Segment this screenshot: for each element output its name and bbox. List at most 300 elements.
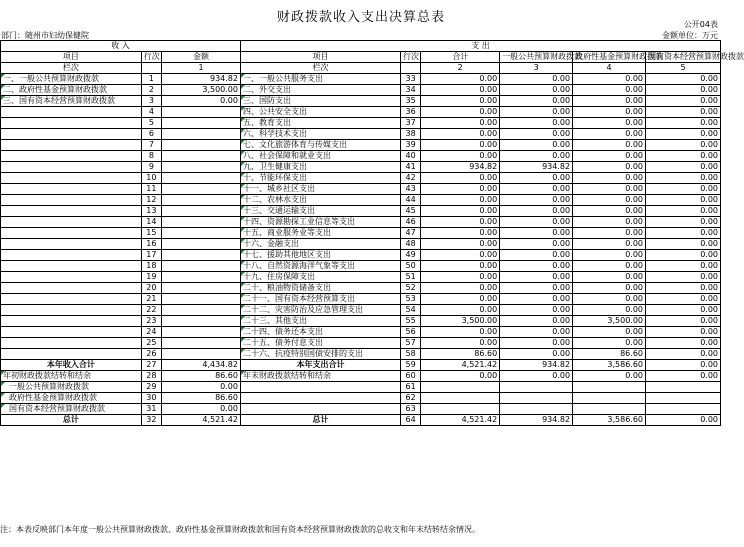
income-item-cell: 三、国有资本经营预算财政拨款 <box>1 96 142 107</box>
income-amount-cell <box>162 162 241 173</box>
income-row-no-cell: 30 <box>141 393 161 404</box>
general-budget-cell: 0.00 <box>500 217 573 228</box>
budget-summary-table <box>0 40 744 426</box>
lane-1: 1 <box>162 63 241 74</box>
state-capital-cell: 0.00 <box>646 85 721 96</box>
expense-row-no-cell: 49 <box>400 250 420 261</box>
income-item-cell: 国有资本经营预算财政拨款 <box>1 404 142 415</box>
expense-row-no-cell: 63 <box>400 404 420 415</box>
income-amount-cell: 4,434.82 <box>162 360 241 371</box>
table-row <box>1 85 721 96</box>
income-item-cell <box>1 129 142 140</box>
total-cell: 0.00 <box>421 239 500 250</box>
total-cell: 0.00 <box>421 74 500 85</box>
state-capital-cell: 0.00 <box>646 118 721 129</box>
expense-row-no-cell: 34 <box>400 85 420 96</box>
gov-fund-cell: 0.00 <box>573 250 646 261</box>
gov-fund-cell: 0.00 <box>573 184 646 195</box>
expense-row-no-cell: 33 <box>400 74 420 85</box>
general-budget-cell: 0.00 <box>500 305 573 316</box>
lane-label-income: 栏次 <box>1 63 142 74</box>
state-capital-cell: 0.00 <box>646 272 721 283</box>
income-amount-cell <box>162 327 241 338</box>
income-row-no-cell: 5 <box>141 118 161 129</box>
col-general-budget: 一般公共预算财政拨款 <box>500 52 573 63</box>
state-capital-cell: 0.00 <box>646 107 721 118</box>
total-cell: 0.00 <box>421 217 500 228</box>
expense-row-no-cell: 40 <box>400 151 420 162</box>
state-capital-cell: 0.00 <box>646 217 721 228</box>
state-capital-cell: 0.00 <box>646 74 721 85</box>
table-row <box>1 305 721 316</box>
income-amount-cell: 934.82 <box>162 74 241 85</box>
state-capital-cell: 0.00 <box>646 173 721 184</box>
table-row <box>1 393 721 404</box>
expense-item-cell: 二十一、国有资本经营预算支出 <box>240 294 400 305</box>
expense-row-no-cell: 64 <box>400 415 420 426</box>
income-item-cell <box>1 294 142 305</box>
income-row-no-cell: 21 <box>141 294 161 305</box>
income-row-no-cell: 4 <box>141 107 161 118</box>
expense-item-cell: 总计 <box>240 415 400 426</box>
income-row-no-cell: 7 <box>141 140 161 151</box>
col-expense-row-no: 行次 <box>400 52 420 63</box>
expense-item-cell: 五、教育支出 <box>240 118 400 129</box>
col-expense-item: 项目 <box>240 52 400 63</box>
income-row-no-cell: 11 <box>141 184 161 195</box>
state-capital-cell: 0.00 <box>646 250 721 261</box>
expense-item-cell <box>240 382 400 393</box>
total-cell: 0.00 <box>421 371 500 382</box>
table-row <box>1 382 721 393</box>
general-budget-cell: 0.00 <box>500 74 573 85</box>
expense-item-cell: 二十五、债务付息支出 <box>240 338 400 349</box>
expense-row-no-cell: 60 <box>400 371 420 382</box>
income-row-no-cell: 9 <box>141 162 161 173</box>
gov-fund-cell: 0.00 <box>573 129 646 140</box>
expense-item-cell: 年末财政拨款结转和结余 <box>240 371 400 382</box>
expense-row-no-cell: 56 <box>400 327 420 338</box>
income-item-cell: 总计 <box>1 415 142 426</box>
expense-item-cell: 十七、援助其他地区支出 <box>240 250 400 261</box>
general-budget-cell: 0.00 <box>500 272 573 283</box>
income-amount-cell <box>162 195 241 206</box>
table-row <box>1 250 721 261</box>
gov-fund-cell: 0.00 <box>573 74 646 85</box>
total-cell: 0.00 <box>421 250 500 261</box>
expense-item-cell: 二十二、灾害防治及应急管理支出 <box>240 305 400 316</box>
expense-item-cell <box>240 393 400 404</box>
state-capital-cell: 0.00 <box>646 415 721 426</box>
income-row-no-cell: 16 <box>141 239 161 250</box>
total-cell: 0.00 <box>421 261 500 272</box>
table-row <box>1 74 721 85</box>
state-capital-cell: 0.00 <box>646 327 721 338</box>
total-cell: 0.00 <box>421 96 500 107</box>
income-item-cell <box>1 250 142 261</box>
expense-item-cell: 十三、交通运输支出 <box>240 206 400 217</box>
section-header-row <box>1 41 721 52</box>
income-row-no-cell: 19 <box>141 272 161 283</box>
gov-fund-cell: 0.00 <box>573 228 646 239</box>
expense-item-cell: 十六、金融支出 <box>240 239 400 250</box>
income-item-cell <box>1 195 142 206</box>
gov-fund-cell: 0.00 <box>573 327 646 338</box>
income-row-no-cell: 27 <box>141 360 161 371</box>
expense-section-label: 支 出 <box>240 41 720 52</box>
income-item-cell <box>1 217 142 228</box>
income-row-no-cell: 15 <box>141 228 161 239</box>
general-budget-cell: 0.00 <box>500 140 573 151</box>
general-budget-cell: 0.00 <box>500 107 573 118</box>
department-label: 部门：随州市妇幼保健院 <box>1 31 89 40</box>
income-amount-cell <box>162 272 241 283</box>
income-amount-cell: 0.00 <box>162 382 241 393</box>
general-budget-cell: 934.82 <box>500 162 573 173</box>
general-budget-cell: 0.00 <box>500 151 573 162</box>
income-row-no-cell: 18 <box>141 261 161 272</box>
table-row <box>1 349 721 360</box>
general-budget-cell <box>500 404 573 415</box>
total-cell: 0.00 <box>421 85 500 96</box>
gov-fund-cell: 0.00 <box>573 239 646 250</box>
total-cell: 0.00 <box>421 129 500 140</box>
expense-row-no-cell: 44 <box>400 195 420 206</box>
expense-item-cell: 十四、资源勘探工业信息等支出 <box>240 217 400 228</box>
table-row <box>1 107 721 118</box>
table-row <box>1 151 721 162</box>
income-amount-cell <box>162 151 241 162</box>
gov-fund-cell: 0.00 <box>573 283 646 294</box>
table-row <box>1 261 721 272</box>
income-item-cell: 年初财政拨款结转和结余 <box>1 371 142 382</box>
table-row <box>1 283 721 294</box>
col-income-item: 项目 <box>1 52 142 63</box>
general-budget-cell <box>500 382 573 393</box>
gov-fund-cell <box>573 382 646 393</box>
expense-item-cell: 七、文化旅游体育与传媒支出 <box>240 140 400 151</box>
total-cell: 0.00 <box>421 206 500 217</box>
lane-3: 3 <box>500 63 573 74</box>
table-row <box>1 294 721 305</box>
income-row-no-cell: 32 <box>141 415 161 426</box>
general-budget-cell: 0.00 <box>500 206 573 217</box>
income-amount-cell: 0.00 <box>162 404 241 415</box>
expense-item-cell: 十八、自然资源海洋气象等支出 <box>240 261 400 272</box>
expense-row-no-cell: 48 <box>400 239 420 250</box>
income-amount-cell: 4,521.42 <box>162 415 241 426</box>
expense-item-cell: 十、节能环保支出 <box>240 173 400 184</box>
gov-fund-cell: 0.00 <box>573 195 646 206</box>
gov-fund-cell: 0.00 <box>573 151 646 162</box>
expense-row-no-cell: 38 <box>400 129 420 140</box>
gov-fund-cell: 0.00 <box>573 96 646 107</box>
general-budget-cell: 0.00 <box>500 85 573 96</box>
state-capital-cell: 0.00 <box>646 228 721 239</box>
income-row-no-cell: 20 <box>141 283 161 294</box>
income-amount-cell <box>162 305 241 316</box>
col-total: 合计 <box>421 52 500 63</box>
state-capital-cell <box>646 393 721 404</box>
income-item-cell <box>1 228 142 239</box>
income-amount-cell <box>162 239 241 250</box>
lane-4: 4 <box>573 63 646 74</box>
expense-row-no-cell: 51 <box>400 272 420 283</box>
state-capital-cell: 0.00 <box>646 239 721 250</box>
general-budget-cell: 0.00 <box>500 371 573 382</box>
general-budget-cell: 0.00 <box>500 250 573 261</box>
income-amount-cell <box>162 316 241 327</box>
state-capital-cell: 0.00 <box>646 294 721 305</box>
state-capital-cell: 0.00 <box>646 349 721 360</box>
income-item-cell <box>1 206 142 217</box>
table-row <box>1 118 721 129</box>
gov-fund-cell: 86.60 <box>573 349 646 360</box>
expense-item-cell: 十九、住房保障支出 <box>240 272 400 283</box>
expense-row-no-cell: 59 <box>400 360 420 371</box>
general-budget-cell: 0.00 <box>500 338 573 349</box>
gov-fund-cell <box>573 393 646 404</box>
report-title: 财政拨款收入支出决算总表 <box>276 10 445 25</box>
total-cell: 0.00 <box>421 338 500 349</box>
income-item-cell <box>1 140 142 151</box>
general-budget-cell: 0.00 <box>500 96 573 107</box>
table-row <box>1 206 721 217</box>
state-capital-cell: 0.00 <box>646 206 721 217</box>
general-budget-cell: 0.00 <box>500 228 573 239</box>
income-row-no-cell: 14 <box>141 217 161 228</box>
state-capital-cell: 0.00 <box>646 151 721 162</box>
income-item-cell <box>1 327 142 338</box>
income-row-no-cell: 29 <box>141 382 161 393</box>
form-code: 公开04表 <box>683 20 718 29</box>
state-capital-cell: 0.00 <box>646 129 721 140</box>
total-cell <box>421 393 500 404</box>
income-item-cell: 二、政府性基金预算财政拨款 <box>1 85 142 96</box>
expense-row-no-cell: 47 <box>400 228 420 239</box>
expense-item-cell: 四、公共安全支出 <box>240 107 400 118</box>
income-row-no-cell: 3 <box>141 96 161 107</box>
expense-item-cell: 二十四、债务还本支出 <box>240 327 400 338</box>
expense-item-cell: 八、社会保障和就业支出 <box>240 151 400 162</box>
expense-row-no-cell: 62 <box>400 393 420 404</box>
income-item-cell: 一般公共预算财政拨款 <box>1 382 142 393</box>
total-cell: 0.00 <box>421 327 500 338</box>
lane-2: 2 <box>421 63 500 74</box>
table-row <box>1 327 721 338</box>
gov-fund-cell: 0.00 <box>573 294 646 305</box>
income-item-cell <box>1 283 142 294</box>
col-income-row-no: 行次 <box>141 52 161 63</box>
expense-item-cell: 九、卫生健康支出 <box>240 162 400 173</box>
total-cell: 86.60 <box>421 349 500 360</box>
expense-row-no-cell: 55 <box>400 316 420 327</box>
expense-row-no-cell: 53 <box>400 294 420 305</box>
state-capital-cell: 0.00 <box>646 316 721 327</box>
income-item-cell <box>1 261 142 272</box>
expense-item-cell <box>240 404 400 415</box>
total-cell: 0.00 <box>421 305 500 316</box>
table-row <box>1 272 721 283</box>
expense-row-no-cell: 41 <box>400 162 420 173</box>
table-row <box>1 239 721 250</box>
income-amount-cell <box>162 173 241 184</box>
gov-fund-cell: 0.00 <box>573 206 646 217</box>
income-item-cell <box>1 107 142 118</box>
general-budget-cell: 0.00 <box>500 283 573 294</box>
general-budget-cell: 0.00 <box>500 129 573 140</box>
expense-item-cell: 六、科学技术支出 <box>240 129 400 140</box>
lane-5: 5 <box>646 63 721 74</box>
gov-fund-cell: 0.00 <box>573 371 646 382</box>
total-cell: 0.00 <box>421 107 500 118</box>
state-capital-cell: 0.00 <box>646 162 721 173</box>
expense-item-cell: 本年支出合计 <box>240 360 400 371</box>
income-amount-cell <box>162 261 241 272</box>
income-item-cell <box>1 349 142 360</box>
income-amount-cell <box>162 228 241 239</box>
total-cell: 0.00 <box>421 173 500 184</box>
income-row-no-cell: 26 <box>141 349 161 360</box>
general-budget-cell: 0.00 <box>500 173 573 184</box>
income-row-no-cell: 8 <box>141 151 161 162</box>
income-amount-cell <box>162 129 241 140</box>
income-item-cell <box>1 316 142 327</box>
income-amount-cell <box>162 294 241 305</box>
table-row <box>1 173 721 184</box>
gov-fund-cell: 0.00 <box>573 162 646 173</box>
total-cell: 0.00 <box>421 283 500 294</box>
income-item-cell: 一、一般公共预算财政拨款 <box>1 74 142 85</box>
income-amount-cell <box>162 107 241 118</box>
table-row <box>1 217 721 228</box>
state-capital-cell <box>646 404 721 415</box>
col-state-capital: 国有资本经营预算财政拨款 <box>646 52 721 63</box>
general-budget-cell: 0.00 <box>500 349 573 360</box>
table-row <box>1 96 721 107</box>
table-row <box>1 338 721 349</box>
table-row <box>1 184 721 195</box>
general-budget-cell: 0.00 <box>500 327 573 338</box>
total-cell: 0.00 <box>421 272 500 283</box>
column-header-row <box>1 52 721 63</box>
expense-item-cell: 十一、城乡社区支出 <box>240 184 400 195</box>
income-item-cell <box>1 151 142 162</box>
income-amount-cell <box>162 338 241 349</box>
income-amount-cell <box>162 349 241 360</box>
gov-fund-cell: 0.00 <box>573 272 646 283</box>
income-row-no-cell: 17 <box>141 250 161 261</box>
expense-item-cell: 二十三、其他支出 <box>240 316 400 327</box>
total-cell <box>421 404 500 415</box>
general-budget-cell: 934.82 <box>500 360 573 371</box>
income-item-cell <box>1 338 142 349</box>
income-amount-cell <box>162 184 241 195</box>
table-row <box>1 228 721 239</box>
expense-row-no-cell: 35 <box>400 96 420 107</box>
expense-row-no-cell: 37 <box>400 118 420 129</box>
footnote: 注：本表反映部门本年度一般公共预算财政拨款、政府性基金预算财政拨款和国有资本经营预算财政拨款的总收支和年末结转结余情况。 <box>0 525 480 534</box>
expense-item-cell: 十二、农林水支出 <box>240 195 400 206</box>
state-capital-cell: 0.00 <box>646 338 721 349</box>
lane-label-expense: 栏次 <box>240 63 400 74</box>
unit-label: 金额单位：万元 <box>662 31 718 40</box>
state-capital-cell: 0.00 <box>646 195 721 206</box>
income-item-cell: 本年收入合计 <box>1 360 142 371</box>
gov-fund-cell: 0.00 <box>573 217 646 228</box>
col-income-amount: 金额 <box>162 52 241 63</box>
general-budget-cell: 0.00 <box>500 118 573 129</box>
expense-row-no-cell: 36 <box>400 107 420 118</box>
expense-row-no-cell: 45 <box>400 206 420 217</box>
income-row-no-cell: 28 <box>141 371 161 382</box>
income-amount-cell <box>162 140 241 151</box>
table-row <box>1 371 721 382</box>
income-item-cell <box>1 173 142 184</box>
income-row-no-cell: 12 <box>141 195 161 206</box>
gov-fund-cell: 0.00 <box>573 261 646 272</box>
income-row-no-cell: 10 <box>141 173 161 184</box>
expense-item-cell: 三、国防支出 <box>240 96 400 107</box>
income-amount-cell: 86.60 <box>162 371 241 382</box>
state-capital-cell: 0.00 <box>646 305 721 316</box>
total-cell <box>421 382 500 393</box>
gov-fund-cell: 0.00 <box>573 107 646 118</box>
income-row-no-cell: 31 <box>141 404 161 415</box>
total-cell: 934.82 <box>421 162 500 173</box>
state-capital-cell: 0.00 <box>646 371 721 382</box>
expense-row-no-cell: 54 <box>400 305 420 316</box>
gov-fund-cell: 3,586.60 <box>573 415 646 426</box>
expense-row-no-cell: 39 <box>400 140 420 151</box>
table-row <box>1 415 721 426</box>
expense-item-cell: 二十六、抗疫特别国债安排的支出 <box>240 349 400 360</box>
income-row-no-cell: 24 <box>141 327 161 338</box>
expense-row-no-cell: 50 <box>400 261 420 272</box>
income-amount-cell <box>162 206 241 217</box>
total-cell: 0.00 <box>421 151 500 162</box>
table-row <box>1 404 721 415</box>
gov-fund-cell: 0.00 <box>573 173 646 184</box>
col-gov-fund: 政府性基金预算财政拨款 <box>573 52 646 63</box>
table-row <box>1 316 721 327</box>
state-capital-cell: 0.00 <box>646 261 721 272</box>
income-amount-cell <box>162 217 241 228</box>
total-cell: 0.00 <box>421 294 500 305</box>
table-row <box>1 195 721 206</box>
expense-item-cell: 一、一般公共服务支出 <box>240 74 400 85</box>
expense-row-no-cell: 52 <box>400 283 420 294</box>
expense-row-no-cell: 42 <box>400 173 420 184</box>
lane-empty <box>400 63 420 74</box>
total-cell: 0.00 <box>421 140 500 151</box>
expense-item-cell: 十五、商业服务业等支出 <box>240 228 400 239</box>
income-row-no-cell: 22 <box>141 305 161 316</box>
income-amount-cell: 0.00 <box>162 96 241 107</box>
expense-item-cell: 二、外交支出 <box>240 85 400 96</box>
gov-fund-cell: 0.00 <box>573 85 646 96</box>
gov-fund-cell: 0.00 <box>573 140 646 151</box>
general-budget-cell: 0.00 <box>500 195 573 206</box>
income-item-cell <box>1 305 142 316</box>
expense-row-no-cell: 58 <box>400 349 420 360</box>
table-row <box>1 162 721 173</box>
gov-fund-cell: 0.00 <box>573 118 646 129</box>
income-item-cell <box>1 162 142 173</box>
state-capital-cell: 0.00 <box>646 184 721 195</box>
state-capital-cell: 0.00 <box>646 360 721 371</box>
total-cell: 0.00 <box>421 184 500 195</box>
